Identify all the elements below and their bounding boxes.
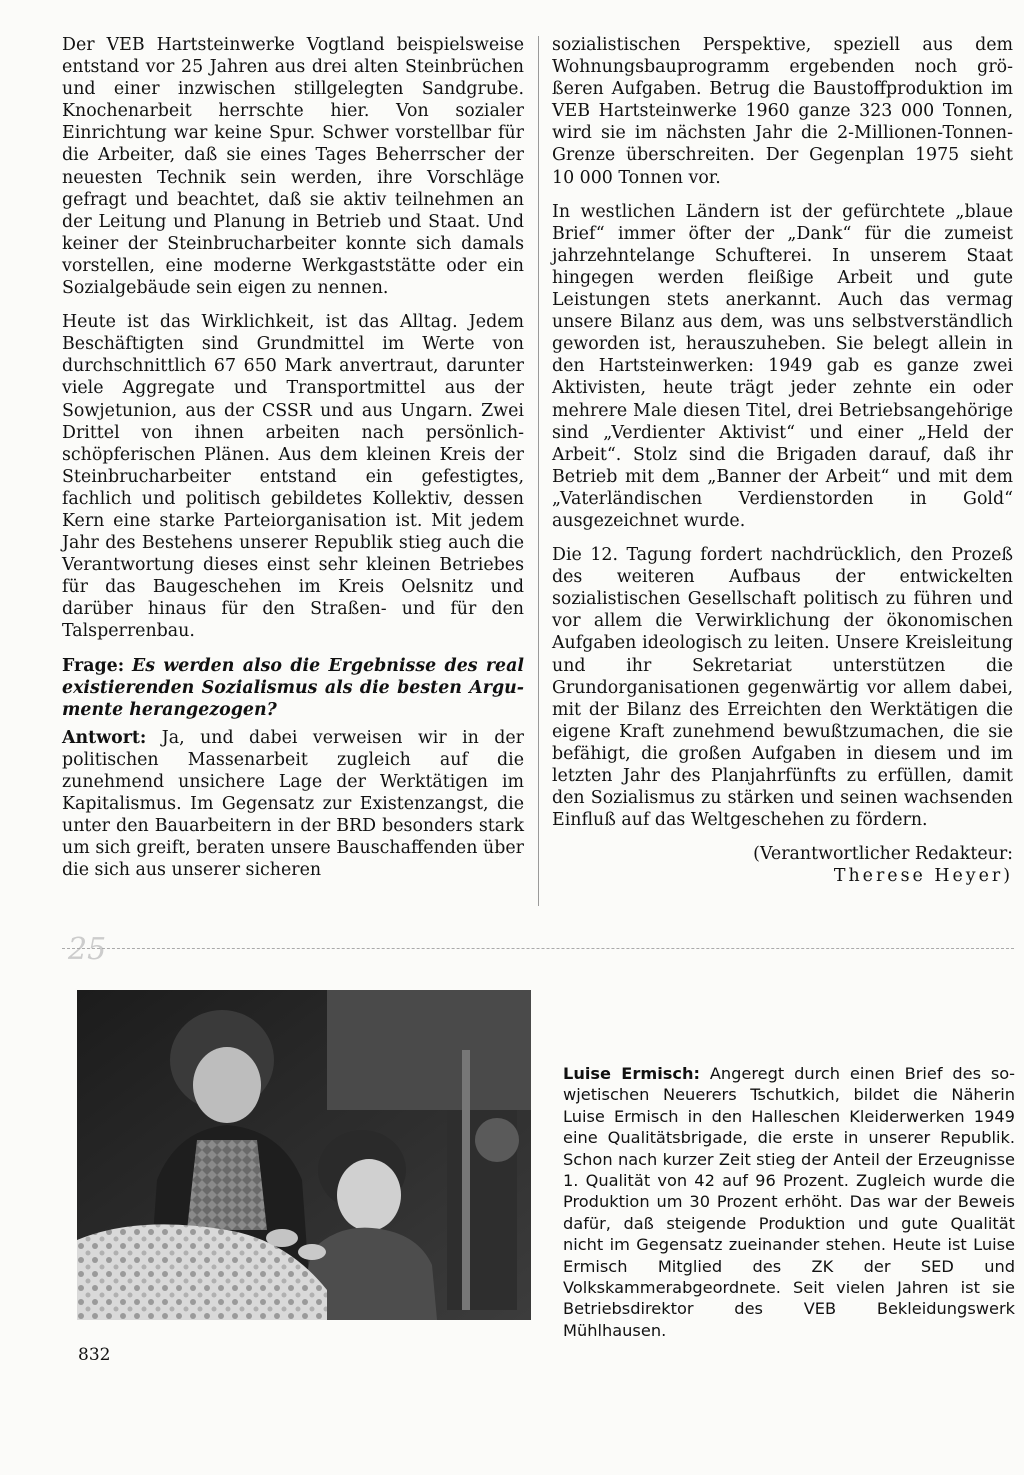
page-number: 832 (78, 1345, 111, 1365)
right-column (552, 34, 1013, 887)
signature-name: Therese Heyer) (833, 866, 1013, 887)
question-label: Frage: (62, 655, 125, 676)
photo-illustration (77, 990, 531, 1320)
caption-name: Luise Ermisch: (563, 1064, 700, 1083)
paragraph: Die 12. Tagung fordert nachdrücklich, den Prozeß des weiteren Aufbaus der entwickelten sozialistischen Gesellschaft politisch zu führen und vor allem die Verwirklichung der ökonomischen Aufgaben ideologisch zu leiten. Unsere Kreisleitung und ihr Sekretariat unterstützen die Grundorganisationen gegenwärtig vor allem dabei, mit der Bilanz des Erreichten den Werktätigen die eigene Kraft zunehmend bewußtzumachen, die sie befähigt, die großen Aufgaben in diesem und im letzten Jahr des Planjahrfünfts zu erfüllen, damit den Sozialismus zu stärken und seinen wachsenden Einfluß auf das Weltgeschehen zu fördern. (552, 545, 1013, 831)
faded-mark: 25 (68, 932, 107, 967)
paragraph: Der VEB Hartsteinwerke Vogtland beispielsweise entstand vor 25 Jahren aus drei alten Steinbrüchen und einer inzwischen stillgelegten Sandgrube. Knochenarbeit herrschte hier. Von sozialer Einrichtung war keine Spur. Schwer vorstellbar für die Arbeiter, daß sie eines Tages Beherrscher der neuesten Technik sein werden, ihre Vorschläge gefragt und beachtet, daß sie aktiv teilnehmen an der Leitung und Planung in Betrieb und Staat. Und keiner der Steinbrucharbeiter konnte sich damals vorstellen, eine moderne Werkgaststätte oder ein Sozialgebäude sein eigen zu nennen. (62, 35, 524, 299)
paragraph: sozialistischen Perspektive, speziell aus dem Wohnungsbauprogramm ergebenden noch größeren Aufgaben. Betrug die Baustoffproduktion im VEB Hartsteinwerke 1960 ganze 323 000 Tonnen, wird sie im nächsten Jahr die 2-Millionen-Tonnen-Grenze überschreiten. Der Gegenplan 1975 sieht 10 000 Tonnen vor. (552, 35, 1013, 188)
photo-caption (563, 1063, 1015, 1341)
paragraph: In westlichen Ländern ist der gefürchtete „blaue Brief“ immer öfter der „Dank“ für die zumeist jahrzehntelange Schufterei. In unserem Staat hingegen werden fleißige Arbeit und gute Leistungen stets anerkannt. Auch das vermag unsere Bilanz aus dem, was uns selbstverständlich geworden ist, herauszuheben. Sie belegt allein in den Hartsteinwerken: 1949 gab es ganze zwei Aktivisten, heute trägt jeder zehnte ein oder mehrere Male diesen Titel, drei Betriebsangehörige sind „Verdienter Aktivist“ und einer „Held der Arbeit“. Stolz sind die Brigaden darauf, daß ihr Betrieb mit dem „Banner der Arbeit“ und mit dem „Vaterländischen Verdienstorden in Gold“ ausgezeichnet wurde. (552, 201, 1013, 531)
signature-label: (Verantwortlicher Redakteur: (753, 844, 1013, 865)
question (62, 655, 524, 721)
answer-text: Ja, und dabei verweisen wir in der politischen Massenarbeit zugleich auf die zunehmend unsichere Lage der Werktätigen im Kapitalismus. Im Gegensatz zur Existenzangst, die unter den Bauarbeitern in der BRD besonders stark um sich greift, beraten unsere Bauschaffenden über die sich aus unserer sicheren (62, 727, 524, 881)
answer (62, 727, 524, 882)
column-divider (538, 36, 539, 906)
section-divider (62, 948, 1014, 949)
caption-text: Angeregt durch einen Brief des sowjetischen Neuerers Tschutkich, bildet die Näherin Luise Ermisch in den Halleschen Kleiderwerken 1949 eine Qualitätsbrigade, die erste in unserer Republik. Schon nach kurzer Zeit stieg der Anteil der Erzeugnisse 1. Qualität von 42 auf 96 Prozent. Zugleich wurde die Produktion um 30 Prozent erhöht. Das war der Beweis dafür, daß steigende Produktion und gute Qualität nicht im Gegensatz zueinander stehen. Heute ist Luise Ermisch Mitglied des ZK der SED und Volkskammerabgeordnete. Seit vielen Jahren ist sie Betriebsdirektor des VEB Bekleidungswerk Mühlhausen. (563, 1064, 1015, 1340)
answer-label: Antwort: (62, 727, 147, 748)
left-column (62, 34, 524, 893)
photo-luise-ermisch (77, 990, 531, 1320)
question-text: Es werden also die Ergebnisse des real existierenden Sozialismus als die besten Argumente herangezogen? (62, 655, 524, 720)
paragraph: Heute ist das Wirklichkeit, ist das Alltag. Jedem Beschäftigten sind Grundmittel im Werte von durchschnittlich 67 650 Mark anvertraut, darunter viele Aggregate und Transportmittel aus der Sowjetunion, aus der CSSR und aus Ungarn. Zwei Drittel von ihnen arbeiten nach persönlich-schöpferischen Plänen. Aus dem kleinen Kreis der Steinbrucharbeiter entstand ein gefestigtes, fachlich und politisch gebildetes Kollektiv, dessen Kern eine starke Parteiorganisation ist. Mit jedem Jahr des Bestehens unserer Republik stieg auch die Verantwortung dieses einst sehr kleinen Betriebes für das Baugeschehen im Kreis Oelsnitz und darüber hinaus für den Straßen- und für den Talsperrenbau. (62, 312, 524, 642)
